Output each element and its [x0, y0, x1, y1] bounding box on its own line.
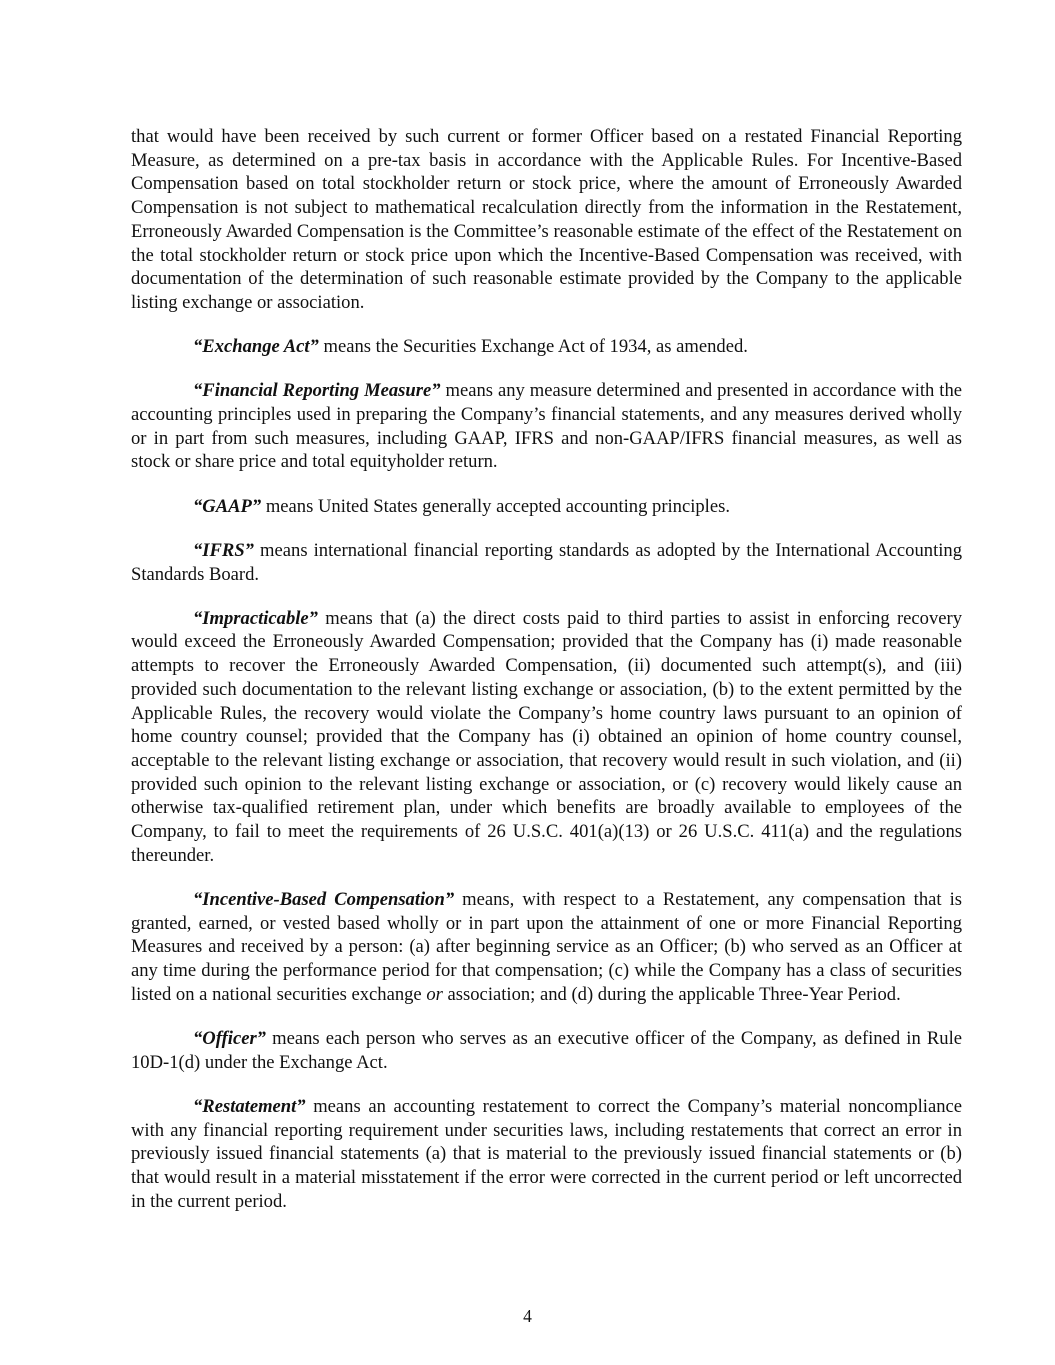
- emphasis-text: or: [426, 983, 443, 1005]
- continuation-paragraph: [131, 125, 962, 315]
- definition-exchange-act: [131, 335, 962, 359]
- definition-officer: [131, 1027, 962, 1074]
- definition-text: means the Securities Exchange Act of 1934, as amended.: [318, 336, 748, 358]
- defined-term: “IFRS”: [193, 539, 254, 561]
- definition-text: means international financial reporting standards as adopted by the International Accounting Standards Board.: [131, 539, 962, 585]
- defined-term: “Incentive-Based Compensation”: [193, 888, 455, 910]
- definition-financial-reporting-measure: [131, 379, 962, 474]
- defined-term: “Restatement”: [193, 1095, 306, 1117]
- defined-term: “GAAP”: [193, 495, 262, 517]
- definition-text: means an accounting restatement to correct the Company’s material noncompliance with any financial reporting requirement under securities laws, including restatements that correct an error in previously issued financial statements (a) that is material to the previously issued financial statements or (b) that would result in a material misstatement if the error were corrected in the current period or left uncorrected in the current period.: [131, 1095, 962, 1212]
- paragraph-text: that would have been received by such current or former Officer based on a restated Financial Reporting Measure, as determined on a pre-tax basis in accordance with the Applicable Rules. For Incentive-Based Compensation based on total stockholder return or stock price, where the amount of Erroneously Awarded Compensation is not subject to mathematical recalculation directly from the information in the Restatement, Erroneously Awarded Compensation is the Committee’s reasonable estimate of the effect of the Restatement on the total stockholder return or stock price upon which the Incentive-Based Compensation was received, with documentation of the determination of such reasonable estimate provided by the Company to the applicable listing exchange or association.: [131, 126, 962, 313]
- page-body: [131, 125, 962, 1234]
- definition-text: means each person who serves as an executive officer of the Company, as defined in Rule 10D-1(d) under the Exchange Act.: [131, 1028, 962, 1073]
- definition-text-after: association; and (d) during the applicable Three-Year Period.: [442, 983, 901, 1005]
- defined-term: “Financial Reporting Measure”: [193, 380, 441, 402]
- definition-incentive-based-compensation: [131, 888, 962, 1007]
- definition-text: means any measure determined and presented in accordance with the accounting principles used in preparing the Company’s financial statements, and any measures derived wholly or in part from such measures, including GAAP, IFRS and non-GAAP/IFRS financial measures, as well as stock or share price and total equityholder return.: [131, 380, 962, 473]
- definition-text: means, with respect to a Restatement, any compensation that is granted, earned, or vested based wholly or in part upon the attainment of one or more Financial Reporting Measures and received by a person: (a) after beginning service as an Officer; (b) who served as an Officer at any time during the performance period for that compensation; (c) while the Company has a class of securities listed on a national securities exchange: [131, 888, 963, 1005]
- page-number: 4: [523, 1306, 532, 1326]
- definition-ifrs: [131, 539, 962, 586]
- definition-text: means that (a) the direct costs paid to third parties to assist in enforcing recovery would exceed the Erroneously Awarded Compensation; provided that the Company has (i) made reasonable attempts to recover the Erroneously Awarded Compensation, (ii) documented such attempt(s), and (iii) provided such documentation to the relevant listing exchange or association, (b) to the extent permitted by the Applicable Rules, the recovery would violate the Company’s home country laws pursuant to an opinion of home country counsel; provided that the Company has (i) obtained an opinion of home country counsel, acceptable to the relevant listing exchange or association, that recovery would result in such violation, and (ii) provided such opinion to the relevant listing exchange or association, or (c) recovery would likely cause an otherwise tax-qualified retirement plan, under which benefits are broadly available to employees of the Company, to fail to meet the requirements of 26 U.S.C. 401(a)(13) or 26 U.S.C. 411(a) and the regulations thereunder.: [131, 607, 962, 866]
- defined-term: “Exchange Act”: [193, 336, 319, 358]
- defined-term: “Officer”: [193, 1028, 266, 1049]
- definition-impracticable: [131, 607, 962, 868]
- definition-gaap: [131, 495, 962, 519]
- definition-text: means United States generally accepted accounting principles.: [261, 495, 730, 517]
- definition-restatement: [131, 1095, 962, 1214]
- defined-term: “Impracticable”: [193, 607, 318, 629]
